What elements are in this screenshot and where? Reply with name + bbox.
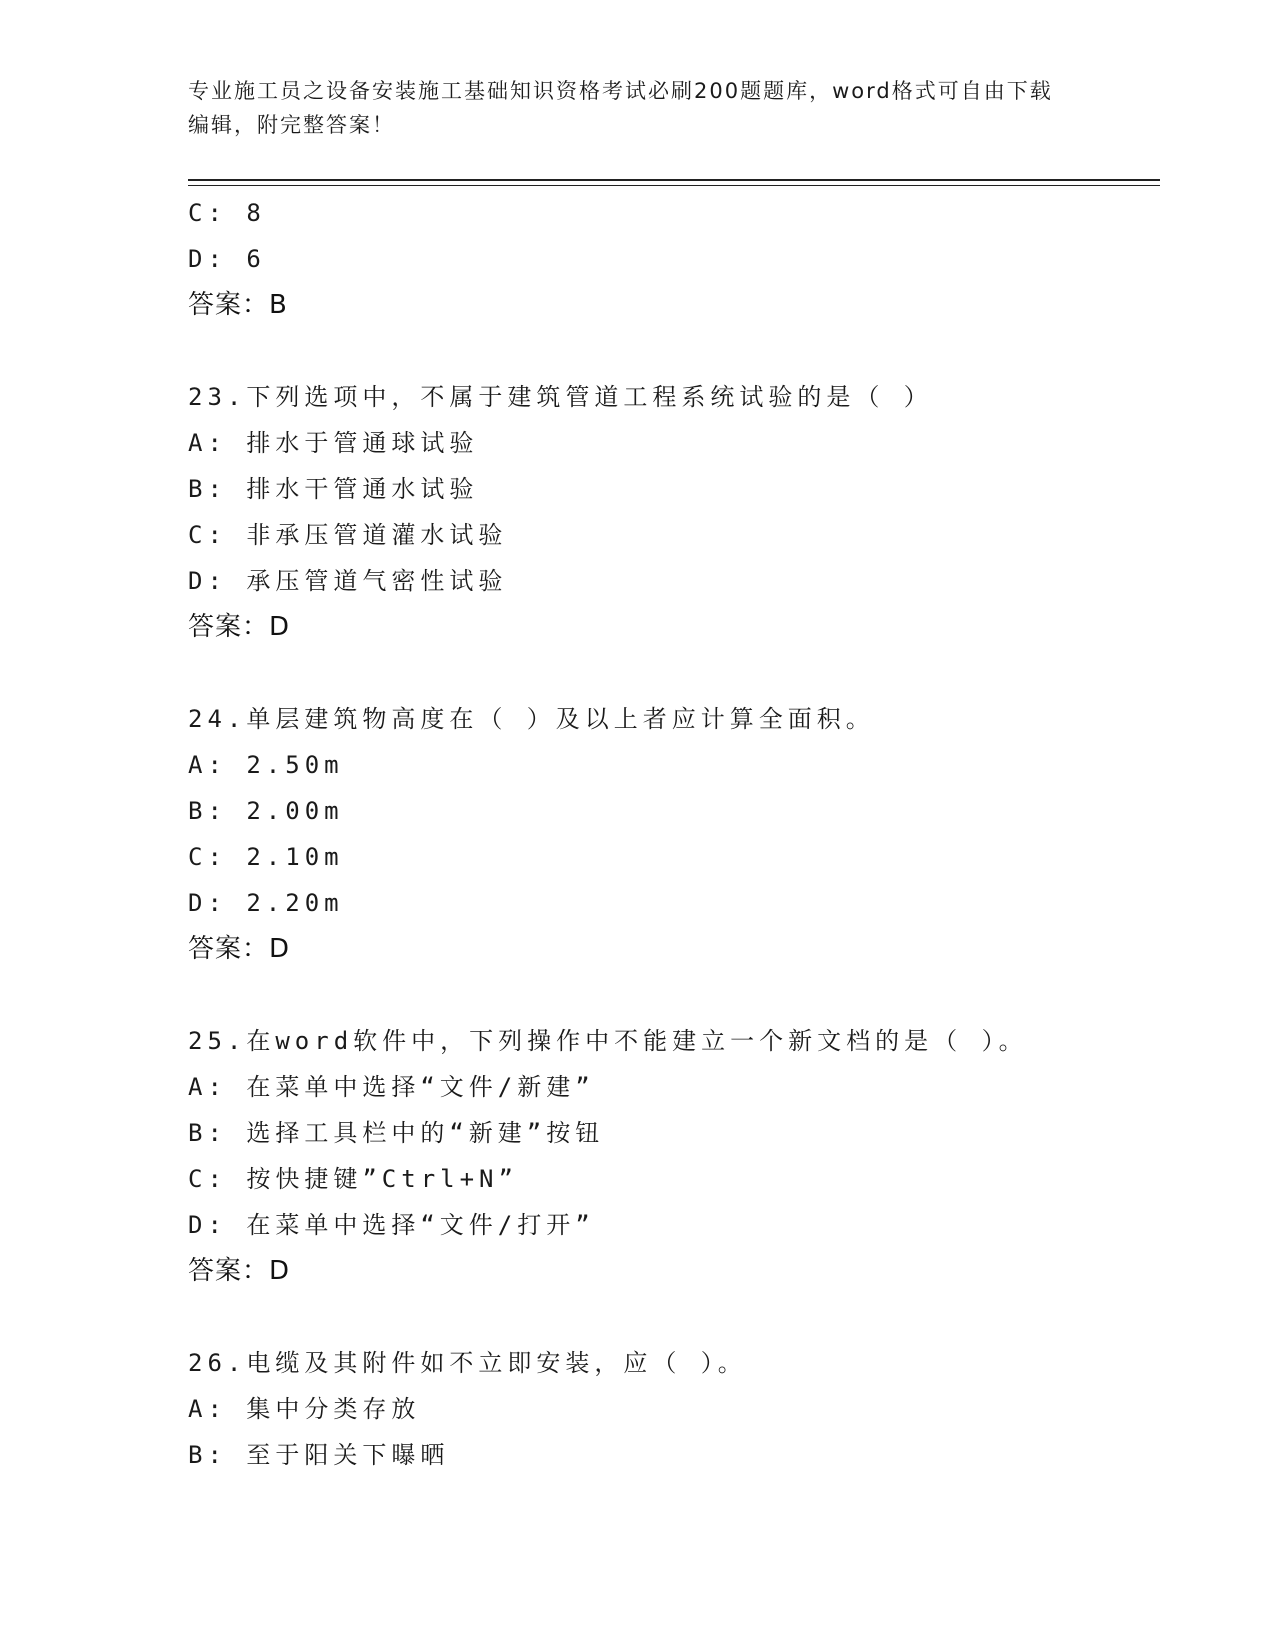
question-text: 25.在word软件中，下列操作中不能建立一个新文档的是（ ）。	[188, 1027, 1028, 1055]
option-b: B: 至于阳关下曝晒	[188, 1441, 450, 1469]
question-23	[188, 374, 1160, 650]
header-divider	[188, 179, 1160, 186]
document-header-title: 专业施工员之设备安装施工基础知识资格考试必刷200题题库，word格式可自由下载编辑，附完整答案！	[188, 79, 1053, 137]
option-d: D: 承压管道气密性试验	[188, 567, 508, 595]
answer-line: 答案：D	[188, 1256, 291, 1286]
option-a: A: 集中分类存放	[188, 1395, 421, 1423]
option-c: C: 非承压管道灌水试验	[188, 521, 508, 549]
option-a: A: 排水于管通球试验	[188, 429, 479, 457]
spacer	[188, 1294, 1160, 1340]
answer-line: 答案：D	[188, 612, 291, 642]
option-b: B: 排水干管通水试验	[188, 475, 479, 503]
spacer	[188, 972, 1160, 1018]
option-b: B: 2.00m	[188, 797, 344, 825]
spacer	[188, 328, 1160, 374]
question-text: 26.电缆及其附件如不立即安装，应（ ）。	[188, 1349, 747, 1377]
option-d: D: 2.20m	[188, 889, 344, 917]
option-b: B: 选择工具栏中的“新建”按钮	[188, 1119, 605, 1147]
spacer	[188, 650, 1160, 696]
option-a: A: 2.50m	[188, 751, 344, 779]
option-c: C: 8	[188, 199, 266, 227]
option-c: C: 按快捷键”Ctrl+N”	[188, 1165, 518, 1193]
question-24	[188, 696, 1160, 972]
question-25	[188, 1018, 1160, 1294]
option-c: C: 2.10m	[188, 843, 344, 871]
option-d: D: 6	[188, 245, 266, 273]
document-body	[188, 190, 1160, 1478]
question-26	[188, 1340, 1160, 1478]
answer-line: 答案：B	[188, 290, 288, 320]
answer-line: 答案：D	[188, 934, 291, 964]
question-text: 24.单层建筑物高度在（ ）及以上者应计算全面积。	[188, 705, 875, 733]
option-a: A: 在菜单中选择“文件/新建”	[188, 1073, 595, 1101]
option-d: D: 在菜单中选择“文件/打开”	[188, 1211, 595, 1239]
question-carryover	[188, 190, 1160, 328]
question-text: 23.下列选项中，不属于建筑管道工程系统试验的是（ ）	[188, 383, 933, 411]
